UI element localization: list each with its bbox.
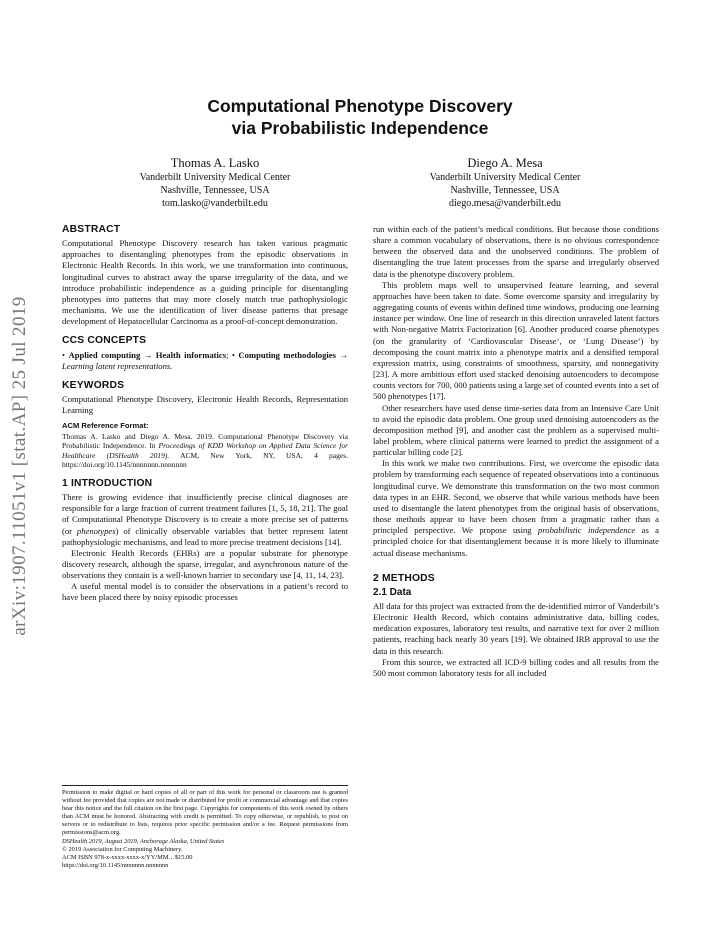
ccs-item-2: Computing methodologies <box>238 349 336 360</box>
data-paragraph-1: All data for this project was extracted from the de-identified mirror of Vanderbilt’s Electronic Health Record, which contains administrative data, billing codes, medication exposures, laboratory test results, and narrative text for over 2 million patients, reaching back nearly 30 years [19]. We obtained IRB approval to use the data in this research. <box>373 601 659 656</box>
title-line-1: Computational Phenotype Discovery <box>207 96 513 116</box>
author-affiliation: Vanderbilt University Medical Center <box>429 172 581 183</box>
keywords-heading: KEYWORDS <box>62 379 125 391</box>
intro-p1-b: ) of clinically observable variables that better represent latent pathophysiologic mechanisms, and lead to more precise treatment decisions [14]. <box>62 525 348 547</box>
data-paragraph-2: From this source, we extracted all ICD-9 billing codes and all results from the 500 most common laboratory tests for all included <box>373 656 659 678</box>
intro-p1-italic: phenotypes <box>76 525 116 536</box>
right-paragraph-1: run within each of the patient’s medical conditions. But because those conditions share a common vocabulary of observations, there is no obvious correspondence between the observed data and the unobserved conditions. The problem of disentangling the true latent processes from the sparse and irregularly observed data is the phenotype discovery problem. <box>373 224 659 279</box>
right-paragraph-3: Other researchers have used dense time-series data from an Intensive Care Unit to avoid the episodic data problem. One group used denoising autoencoders as the decomposition method [9], and another cast the problem as a supervised multi-label problem, where clinical patterns were learned to predict the assignment of a particular billing code [2]. <box>373 402 659 458</box>
methods-heading: 2 METHODS <box>373 572 435 584</box>
acm-reference-heading: ACM Reference Format: <box>62 421 149 431</box>
introduction-section <box>62 478 348 604</box>
section-spacer <box>373 559 659 573</box>
author-affiliation: Vanderbilt University Medical Center <box>139 172 291 183</box>
acm-ref-part2: ACM, New York, NY, USA, 4 pages. https://doi.org/10.1145/nnnnnnn.nnnnnnn <box>62 450 348 470</box>
paper-title <box>100 95 620 139</box>
right-p4-italic: probabilistic independence <box>537 525 636 536</box>
acm-reference-text <box>62 432 348 470</box>
right-column <box>373 224 659 679</box>
ccs-item-1b: Health informatics <box>155 349 227 360</box>
permission-text: Permission to make digital or hard copies of all or part of this work for personal or classroom use is granted without fee provided that copies are not made or distributed for profit or commercial advantage and that copies bear this notice and the full citation on the first page. Copyrights for components of this work owned by others than ACM must be honored. Abstracting with credit is permitted. To copy otherwise, or republish, to post on servers or to redistribute to lists, requires prior specific permission and/or a fee. Request permissions from permissions@acm.org. <box>62 789 348 837</box>
right-paragraph-4 <box>373 458 659 558</box>
intro-paragraph-1 <box>62 492 348 548</box>
right-p4-a: In this work we make two contributions. First, we overcome the episodic data problem by transforming each sequence of repeated observations into a continuous longitudinal curve. We demonstrate this transformation on the two most common data types in an EHR. Second, we observe that while various methods have been used to disentangle the latent phenotypes from the original basis of observations, those methods appear to have been chosen from a pragmatic rather than a principled perspective. We propose using <box>373 458 659 536</box>
intro-paragraph-2: Electronic Health Records (EHRs) are a popular substrate for phenotype discovery research, although the sparse, irregular, and asynchronous nature of the observations they contain is a well-known barrier to secondary use [4, 11, 14, 23]. <box>62 547 348 581</box>
author-email: diego.mesa@vanderbilt.edu <box>449 198 561 209</box>
abstract-section <box>62 224 348 327</box>
intro-paragraph-3: A useful mental model is to consider the observations in a patient’s record to have been placed there by noisy episodic processes <box>62 581 348 603</box>
ccs-section <box>62 335 348 371</box>
left-column <box>62 224 348 604</box>
introduction-heading: 1 INTRODUCTION <box>62 477 153 489</box>
ccs-text: • Applied computing → Health informatics; • Computing methodologies → Learning latent representations. <box>62 349 348 371</box>
intro-p1-a: There is growing evidence that insufficiently precise clinical diagnoses are responsible for a large fraction of current treatment failures [1, 5, 18, 21]. The goal of Computational Phenotype Discovery is to create a more precise set of patterns (or <box>62 492 348 536</box>
author-name: Diego A. Mesa <box>467 156 543 170</box>
acm-ref-venue: Proceedings of KDD Workshop on Applied Data Science for Healthcare (DSHealth 2019). <box>62 441 348 460</box>
author-location: Nashville, Tennessee, USA <box>450 185 560 196</box>
conference-line: DSHealth 2019, August 2019, Anchorage Alaska, United States <box>62 837 225 845</box>
author-block-1 <box>90 155 340 210</box>
keywords-text: Computational Phenotype Discovery, Electronic Health Records, Representation Learning <box>62 394 348 416</box>
right-p4-b: as a principled choice for that disentanglement because it is more likely to illuminate actual disease mechanisms. <box>373 525 659 558</box>
acm-ref-part1: Thomas A. Lasko and Diego A. Mesa. 2019. Computational Phenotype Discovery via Probabilistic Independence. In <box>62 431 348 451</box>
ccs-item-1: Applied computing <box>68 349 141 360</box>
doi-line: https://doi.org/10.1145/nnnnnnn.nnnnnnn <box>62 861 169 869</box>
author-location: Nashville, Tennessee, USA <box>160 185 270 196</box>
author-name: Thomas A. Lasko <box>170 156 260 170</box>
keywords-section <box>62 380 348 470</box>
abstract-heading: ABSTRACT <box>62 224 121 235</box>
arxiv-watermark: arXiv:1907.11051v1 [stat.AP] 25 Jul 2019 <box>9 296 30 636</box>
title-line-2: via Probabilistic Independence <box>231 118 489 138</box>
abstract-text: Computational Phenotype Discovery research has taken various pragmatic approaches to disentangling phenotypes from the episodic observations in Electronic Health Records. In this work, we use transformation into continuous, longitudinal curves to abstract away the sparse irregularity of the data, and we introduce probabilistic independence as a guiding principle for disentangling phenotypes into patterns that may more closely match true pathophysiologic mechanisms. We use the identification of liver disease patterns that presage development of Hepatocellular Carcinoma as a proof-of-concept demonstration. <box>62 238 348 327</box>
author-email: tom.lasko@vanderbilt.edu <box>162 198 268 209</box>
author-block-2 <box>380 155 630 210</box>
right-paragraph-2: This problem maps well to unsupervised feature learning, and several approaches have been taken to date. Some overcome sparsity and irregularity by aggregating counts of events within defined time windows, producing one learning instance per window. One line of research in this direction unraveled latent factors with Non-negative Matrix Factorization [6]. Another produced coarse phenotypes (on the granularity of ‘Cardiovascular Disease’, or ‘Lung Disease’) by decomposing the count matrix into a phenotype matrix and a densified temporal expression matrix, using constraints of smoothness, sparsity, and nonnegativity [23]. A more ambitious effort used stacked denoising autoencoders to decompose counts vectors for 700, 000 patients using a large set of counted events into a set of 500 phenotypes [17]. <box>373 279 659 402</box>
isbn-line: ACM ISBN 978-x-xxxx-xxxx-x/YY/MM…$15.00 <box>62 853 193 861</box>
permission-footnote <box>62 785 348 870</box>
copyright-line: © 2019 Association for Computing Machinery. <box>62 845 183 853</box>
data-subheading: 2.1 Data <box>373 586 412 598</box>
ccs-item-2b: Learning latent representations. <box>62 360 173 371</box>
ccs-heading: CCS CONCEPTS <box>62 335 147 347</box>
